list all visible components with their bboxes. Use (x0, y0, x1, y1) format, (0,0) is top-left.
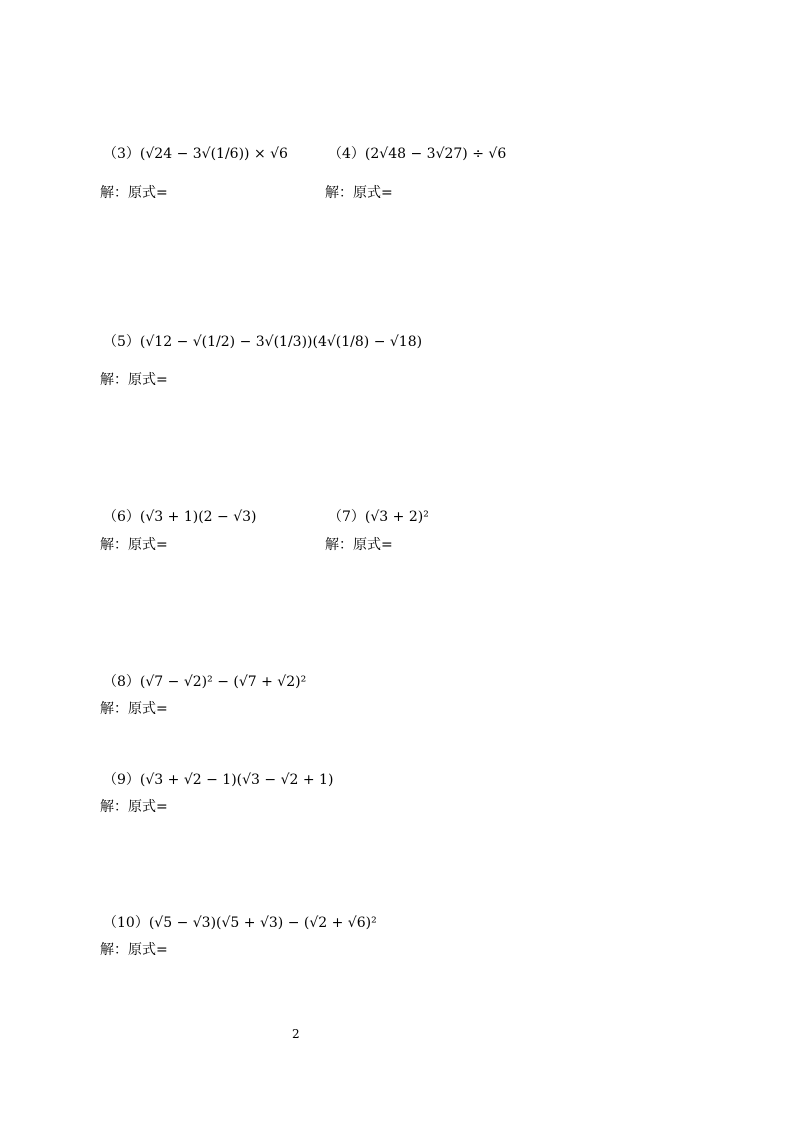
problem-expression: (√3 + 1)(2 − √3) (139, 509, 257, 525)
problem-6 (103, 508, 257, 526)
problem-label: （6） (103, 509, 140, 525)
problem-expression: (√3 + √2 − 1)(√3 − √2 + 1) (139, 772, 334, 788)
problem-label: （7） (328, 509, 365, 525)
answer-prompt: 解：原式= (100, 799, 168, 815)
answer-prompt: 解：原式= (325, 537, 393, 553)
answer-prompt: 解：原式= (325, 185, 393, 201)
answer-prompt: 解：原式= (100, 537, 168, 553)
problem-8 (103, 673, 306, 691)
page-number: 2 (292, 1027, 300, 1041)
answer-prompt: 解：原式= (100, 942, 168, 958)
problem-label: （9） (103, 772, 140, 788)
answer-prompt: 解：原式= (100, 701, 168, 717)
problem-5 (103, 333, 422, 351)
answer-prompt: 解：原式= (100, 372, 168, 388)
answer-prompt: 解：原式= (100, 185, 168, 201)
problem-expression: (2√48 − 3√27) ÷ √6 (364, 146, 507, 162)
problem-expression: (√24 − 3√(1/6)) × √6 (139, 146, 288, 162)
problem-expression: (√3 + 2)² (364, 509, 429, 525)
problem-9 (103, 771, 333, 789)
problem-label: （5） (103, 334, 140, 350)
problem-expression: (√7 − √2)² − (√7 + √2)² (139, 674, 307, 690)
problem-expression: (√5 − √3)(√5 + √3) − (√2 + √6)² (148, 915, 377, 931)
problem-10 (103, 914, 377, 932)
problem-label: （3） (103, 146, 140, 162)
problem-7 (328, 508, 429, 526)
problem-3 (103, 145, 288, 163)
problem-label: （10） (103, 915, 149, 931)
problem-4 (328, 145, 506, 163)
problem-label: （4） (328, 146, 365, 162)
problem-label: （8） (103, 674, 140, 690)
problem-expression: (√12 − √(1/2) − 3√(1/3))(4√(1/8) − √18) (139, 334, 423, 350)
